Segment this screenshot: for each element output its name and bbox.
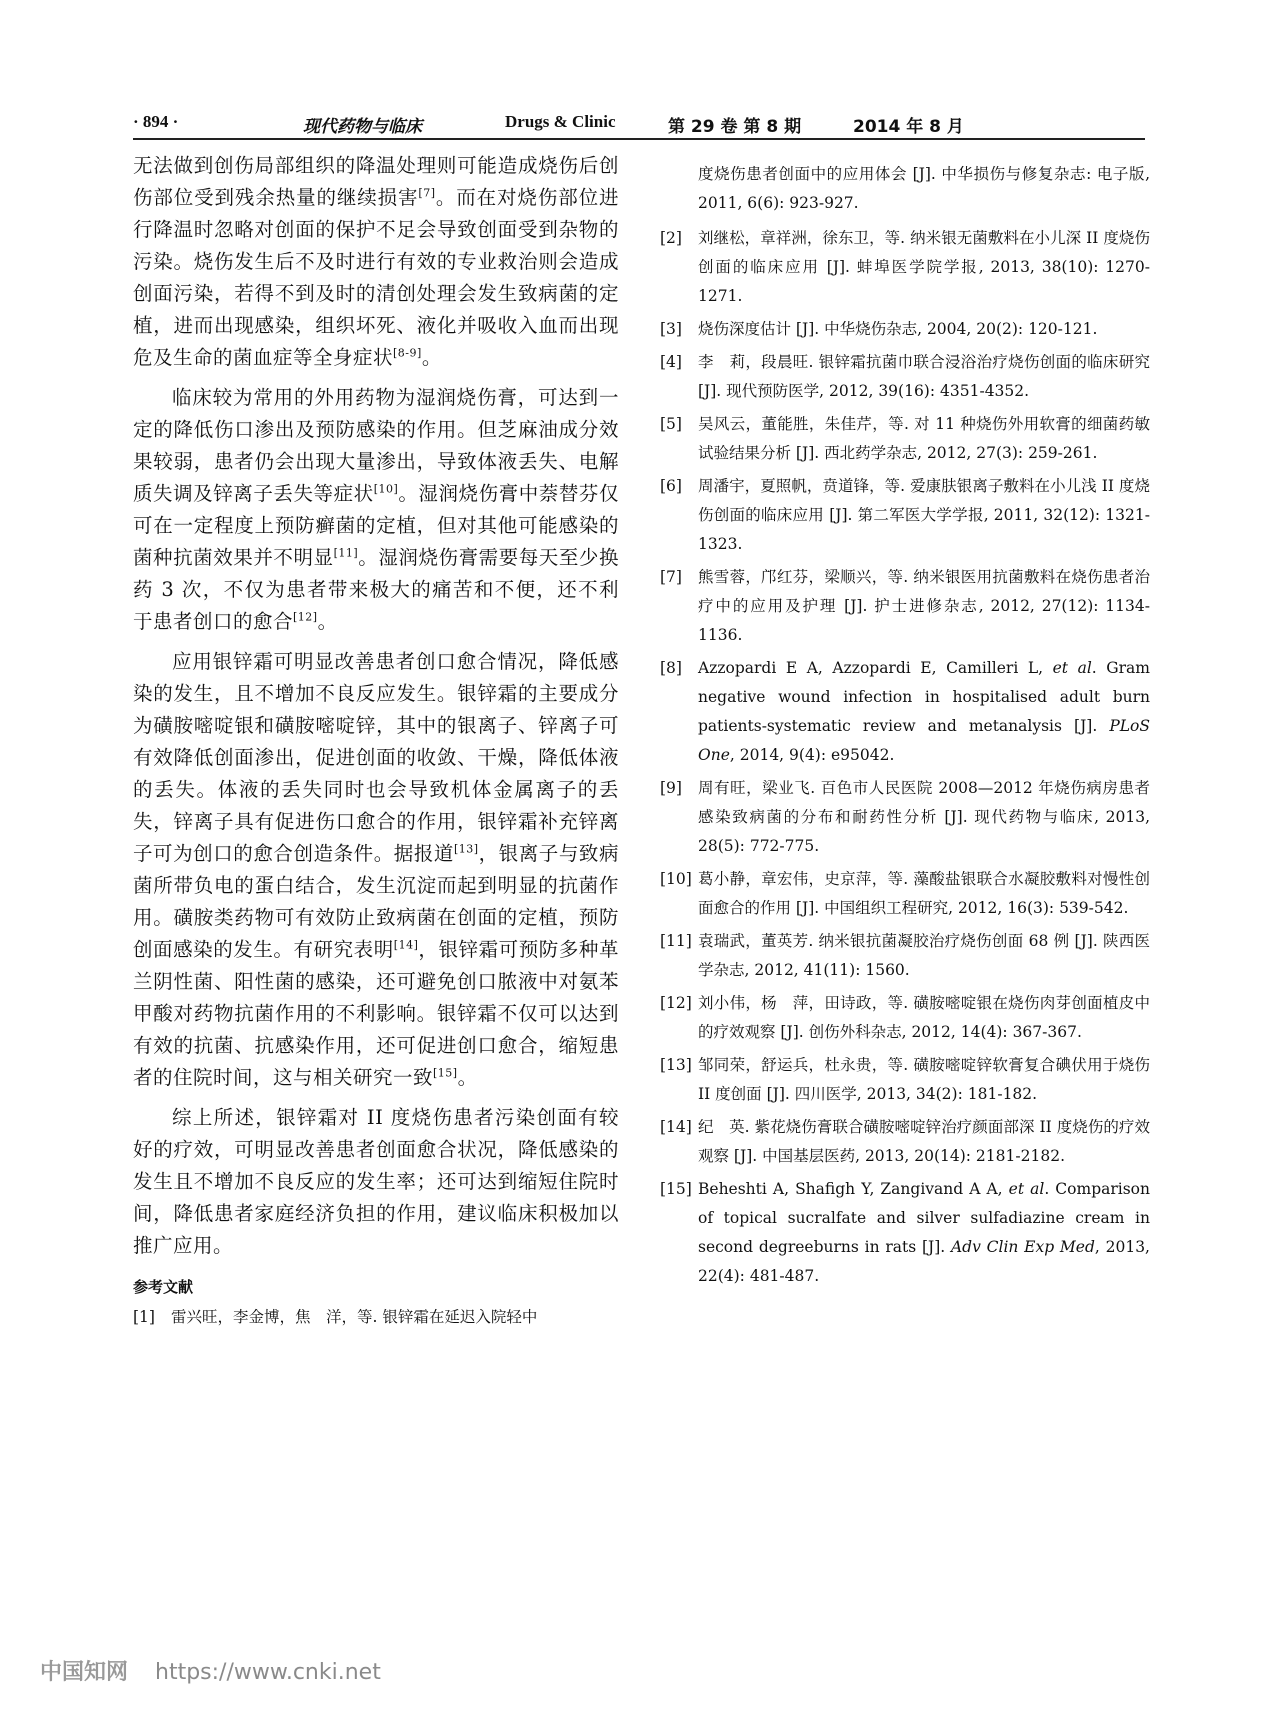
- watermark-footer: [40, 1655, 381, 1686]
- cnki-url[interactable]: https://www.cnki.net: [155, 1660, 381, 1685]
- reference-2: [2] 刘继松，章祥洲，徐东卫，等. 纳米银无菌敷料在小儿深 II 度烧伤创面的临床应用 [J]. 蚌埠医学院学报, 2013, 38(10): 1270-1271.: [660, 229, 1150, 305]
- page-header: [133, 108, 1145, 140]
- reference-10: [10] 葛小静，章宏伟，史京萍，等. 藻酸盐银联合水凝胶敷料对慢性创面愈合的作用 [J]. 中国组织工程研究, 2012, 16(3): 539-542.: [660, 870, 1150, 917]
- reference-12: [12] 刘小伟，杨 萍，田诗政，等. 磺胺嘧啶银在烧伤肉芽创面植皮中的疗效观察 [J]. 创伤外科杂志, 2012, 14(4): 367-367.: [660, 994, 1150, 1041]
- reference-7: [7] 熊雪蓉，邝红芬，梁顺兴，等. 纳米银医用抗菌敷料在烧伤患者治疗中的应用及护理 [J]. 护士进修杂志, 2012, 27(12): 1134-1136.: [660, 568, 1150, 644]
- issue-date: 2014 年 8 月: [853, 117, 964, 137]
- paragraph-2: 临床较为常用的外用药物为湿润烧伤膏，可达到一定的降低伤口渗出及预防感染的作用。但芝麻油成分效果较弱，患者仍会出现大量渗出，导致体液丢失、电解质失调及锌离子丢失等症状[10]。湿润烧伤膏中萘替芬仅可在一定程度上预防癣菌的定植，但对其他可能感染的菌种抗菌效果并不明显[11]。湿润烧伤膏需要每天至少换药 3 次，不仅为患者带来极大的痛苦和不便，还不利于患者创口的愈合[12]。: [133, 386, 619, 633]
- paragraph-4: 综上所述，银锌霜对 II 度烧伤患者污染创面有较好的疗效，可明显改善患者创面愈合状况，降低感染的发生且不增加不良反应的发生率；还可达到缩短住院时间，降低患者家庭经济负担的作用，建议临床积极加以推广应用。: [133, 1106, 619, 1257]
- references-heading: 参考文献: [133, 1278, 194, 1296]
- volume-issue: 第 29 卷 第 8 期: [668, 117, 802, 137]
- left-column: [133, 150, 619, 1336]
- reference-3: [3] 烧伤深度估计 [J]. 中华烧伤杂志, 2004, 20(2): 120-121.: [660, 320, 1098, 338]
- reference-6: [6] 周潘宇，夏照帆，贲道锋，等. 爱康肤银离子敷料在小儿浅 II 度烧伤创面的临床应用 [J]. 第二军医大学学报, 2011, 32(12): 1321-1323.: [660, 477, 1150, 553]
- reference-9: [9] 周有旺，梁业飞. 百色市人民医院 2008—2012 年烧伤病房患者感染致病菌的分布和耐药性分析 [J]. 现代药物与临床, 2013, 28(5): 772-775.: [660, 779, 1150, 855]
- journal-title-cn: 现代药物与临床: [303, 117, 422, 137]
- reference-13: [13] 邹同荣，舒运兵，杜永贵，等. 磺胺嘧啶锌软膏复合碘伏用于烧伤 II 度创面 [J]. 四川医学, 2013, 34(2): 181-182.: [660, 1056, 1150, 1103]
- reference-5: [5] 吴风云，董能胜，朱佳芹，等. 对 11 种烧伤外用软膏的细菌药敏试验结果分析 [J]. 西北药学杂志, 2012, 27(3): 259-261.: [660, 415, 1150, 462]
- journal-title-en: Drugs & Clinic: [505, 112, 616, 131]
- paragraph-1: 无法做到创伤局部组织的降温处理则可能造成烧伤后创伤部位受到残余热量的继续损害[7]。而在对烧伤部位进行降温时忽略对创面的保护不足会导致创面受到杂物的污染。烧伤发生后不及时进行有效的专业救治则会造成创面污染，若得不到及时的清创处理会发生致病菌的定植，进而出现感染，组织坏死、液化并吸收入血而出现危及生命的菌血症等全身症状[8-9]。: [133, 154, 619, 369]
- reference-11: [11] 袁瑞武，董英芳. 纳米银抗菌凝胶治疗烧伤创面 68 例 [J]. 陕西医学杂志, 2012, 41(11): 1560.: [660, 932, 1150, 979]
- reference-1: [1] 雷兴旺，李金博，焦 洋，等. 银锌霜在延迟入院轻中: [133, 1308, 538, 1326]
- reference-1-continued: 度烧伤患者创面中的应用体会 [J]. 中华损伤与修复杂志: 电子版, 2011, 6(6): 923-927.: [698, 165, 1150, 212]
- right-column: [660, 160, 1150, 1295]
- reference-4: [4] 李 莉，段晨旺. 银锌霜抗菌巾联合浸浴治疗烧伤创面的临床研究 [J]. 现代预防医学, 2012, 39(16): 4351-4352.: [660, 353, 1150, 400]
- paragraph-3: 应用银锌霜可明显改善患者创口愈合情况，降低感染的发生，且不增加不良反应发生。银锌霜的主要成分为磺胺嘧啶银和磺胺嘧啶锌，其中的银离子、锌离子可有效降低创面渗出，促进创面的收敛、干燥，降低体液的丢失。体液的丢失同时也会导致机体金属离子的丢失，锌离子具有促进伤口愈合的作用，银锌霜补充锌离子可为创口的愈合创造条件。据报道[13]，银离子与致病菌所带负电的蛋白结合，发生沉淀而起到明显的抗菌作用。磺胺类药物可有效防止致病菌在创面的定植，预防创面感染的发生。有研究表明[14]，银锌霜可预防多种革兰阴性菌、阳性菌的感染，还可避免创口脓液中对氨苯甲酸对药物抗菌作用的不利影响。银锌霜不仅可以达到有效的抗菌、抗感染作用，还可促进创口愈合，缩短患者的住院时间，这与相关研究一致[15]。: [133, 650, 619, 1089]
- reference-15: [15] Beheshti A, Shafigh Y, Zangivand A A, et al. Comparison of topical sucralfate and silver sulfadiazine cream in second degreeburns in rats [J]. Adv Clin Exp Med, 2013, 22(4): 481-487.: [660, 1180, 1150, 1285]
- reference-8: [8] Azzopardi E A, Azzopardi E, Camilleri L, et al. Gram negative wound infection in hospitalised adult burn patients-systematic review and metanalysis [J]. PLoS One, 2014, 9(4): e95042.: [660, 659, 1150, 764]
- page-number: · 894 ·: [133, 112, 179, 131]
- cnki-logo: 中国知网: [40, 1660, 129, 1685]
- reference-14: [14] 纪 英. 紫花烧伤膏联合磺胺嘧啶锌治疗颜面部深 II 度烧伤的疗效观察 [J]. 中国基层医药, 2013, 20(14): 2181-2182.: [660, 1118, 1150, 1165]
